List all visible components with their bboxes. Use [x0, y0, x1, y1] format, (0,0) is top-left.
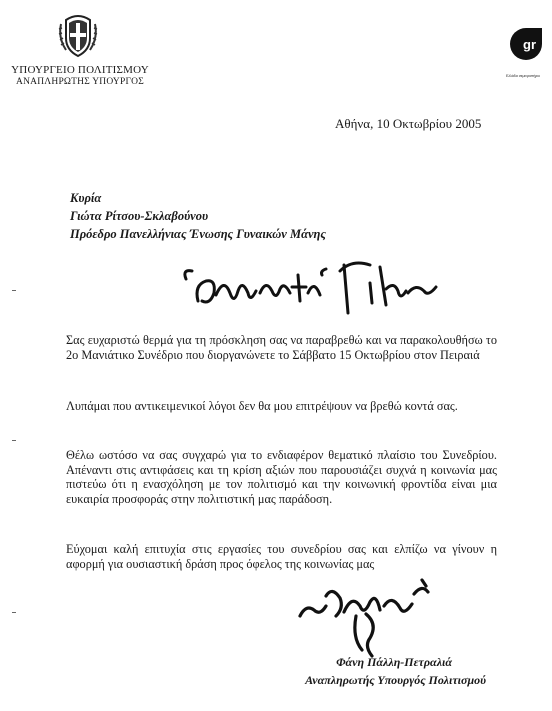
scan-mark [12, 440, 16, 441]
gr-culture-logo-icon [508, 26, 544, 62]
body-paragraph: Σας ευχαριστώ θερμά για τη πρόσκληση σας να παραβρεθώ και να παρακολουθήσω το 2ο Μανιάτικο Συνέδριο που διοργανώνετε το Σάββατο 15 Οκτωβρίου στον Πειραιά [66, 333, 497, 362]
recipient-salutation: Κυρία [70, 191, 102, 205]
ministry-heading [0, 64, 160, 88]
scan-mark [12, 612, 16, 613]
scan-mark [12, 290, 16, 291]
recipient-title: Πρόεδρο Πανελλήνιας Ένωσης Γυναικών Μάνης [70, 227, 326, 241]
culture-logo [500, 26, 544, 92]
body-paragraph: Θέλω ωστόσο να σας συγχαρώ για το ενδιαφέρον θεματικό πλαίσιο του Συνεδρίου. Απέναντι στις αντιφάσεις και τη κρίση αξιών που παρουσιάζει συχνά η κοινωνία μας πιστεύω ότι η ενασχόληση με τον πολιτισμό και την κοινωνική φροντίδα είναι μια ευκαιρία προσφοράς στην πολιτιστική μας παράδοση. [66, 448, 497, 506]
body-paragraph: Λυπάμαι που αντικειμενικοί λόγοι δεν θα μου επιτρέψουν να βρεθώ κοντά σας. [66, 399, 458, 413]
recipient-name: Γιώτα Ρίτσου-Σκλαβούνου [70, 209, 209, 223]
body-paragraph: Εύχομαι καλή επιτυχία στις εργασίες του συνεδρίου σας και ελπίζω να γίνουν η αφορμή για ουσιαστική δράση προς όφελος της κοινωνίας μας [66, 542, 497, 571]
svg-text:gr: gr [523, 37, 536, 52]
greek-coat-of-arms-icon [58, 14, 98, 58]
ministry-name: ΥΠΟΥΡΓΕΙΟ ΠΟΛΙΤΙΣΜΟΥ [11, 64, 149, 76]
letter-date: Αθήνα, 10 Οκτωβρίου 2005 [335, 116, 482, 131]
handwritten-signature [296, 576, 446, 660]
logo-caption: Ελλάδα σεμινριστήριο [506, 74, 540, 78]
ministry-office: ΑΝΑΠΛΗΡΩΤΗΣ ΥΠΟΥΡΓΟΣ [16, 77, 144, 87]
handwritten-greeting [180, 257, 440, 323]
signer-role: Αναπληρωτής Υπουργός Πολιτισμού [305, 673, 486, 687]
signer-name: Φάνη Πάλλη-Πετραλιά [336, 655, 452, 669]
